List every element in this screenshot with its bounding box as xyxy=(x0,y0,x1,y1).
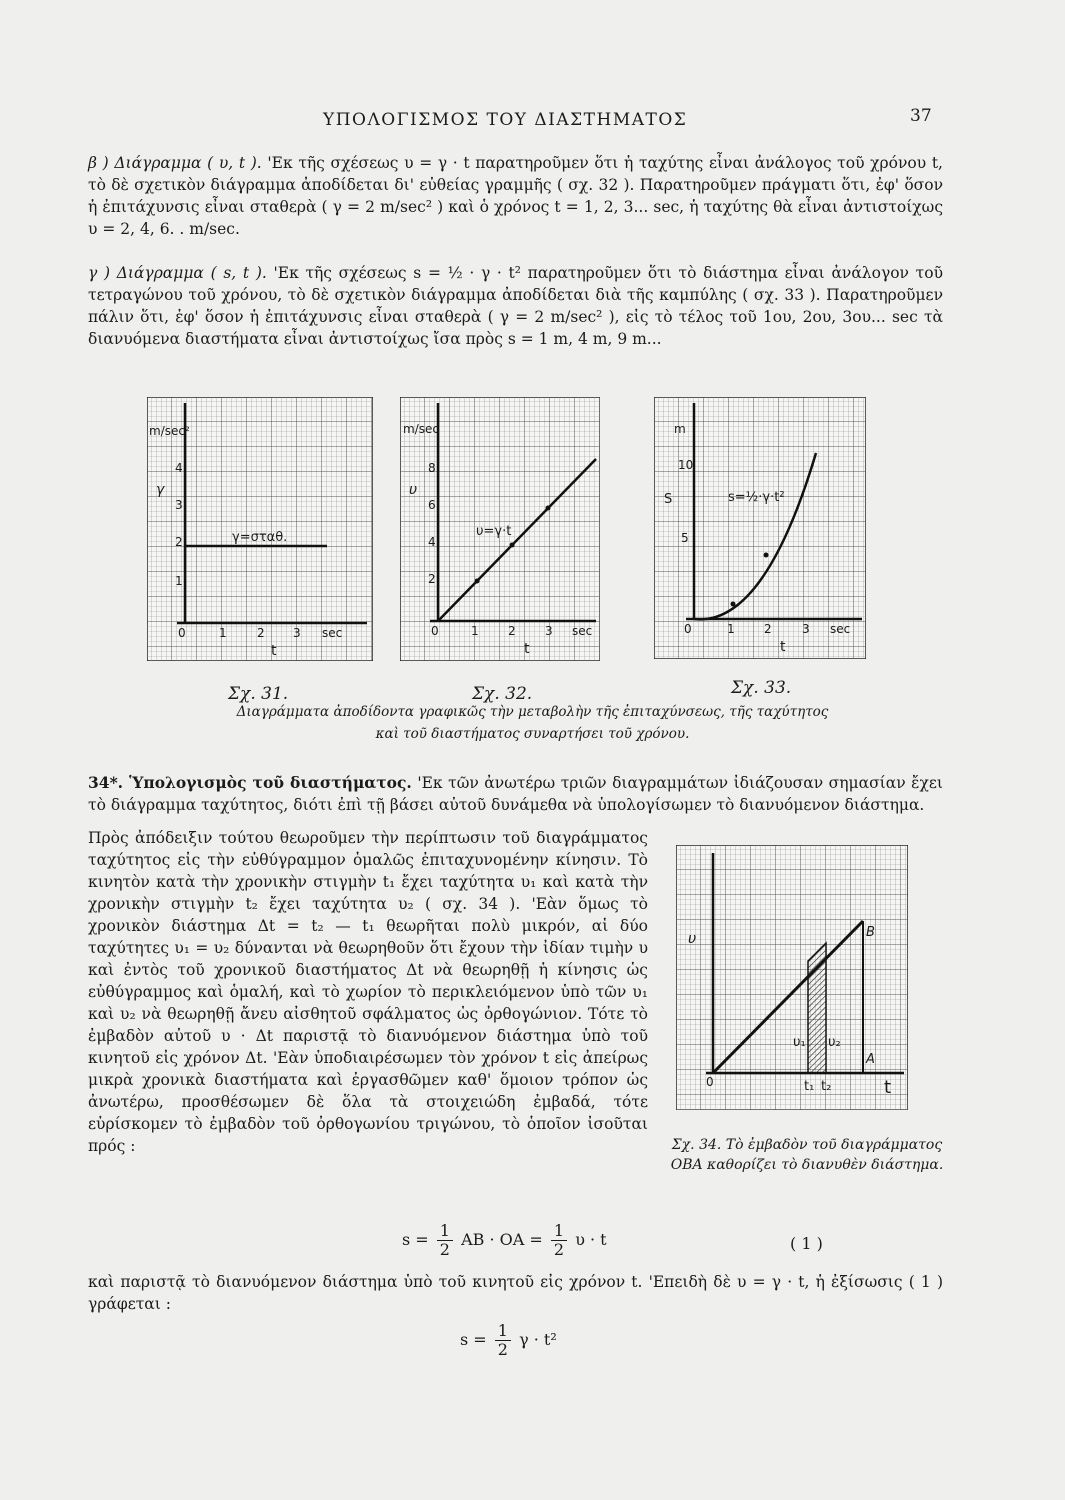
caption-line-1: Διαγράμματα ἀποδίδοντα γραφικῶς τὴν μεταβολὴν τῆς ἐπιταχύνσεως, τῆς ταχύτητος xyxy=(236,704,829,720)
equation-2 xyxy=(460,1322,557,1359)
data-point xyxy=(546,506,551,511)
paragraph-gamma xyxy=(88,262,943,350)
beta-label: β ) Διάγραμμα ( υ, t ). xyxy=(88,154,262,172)
y-symbol: S xyxy=(664,492,673,507)
y-tick-6: 6 xyxy=(428,498,436,512)
y-symbol: γ xyxy=(156,482,165,498)
line-label: υ=γ·t xyxy=(476,524,512,539)
y-tick-8: 8 xyxy=(428,461,436,475)
paragraph-after-equation: καὶ παριστᾷ τὸ διανυόμενον διάστημα ὑπὸ τοῦ κινητοῦ εἰς χρόνον t. 'Επειδὴ δὲ υ = γ · t, ἡ ἐξίσωσις ( 1 ) γράφεται : xyxy=(88,1273,943,1313)
x-tick-3: 3 xyxy=(802,622,810,636)
curve-label: s=½·γ·t² xyxy=(728,490,785,505)
origin-label: 0 xyxy=(706,1075,714,1089)
caption-fig31: Σχ. 31. xyxy=(228,684,289,704)
x-tick-0: 0 xyxy=(431,624,439,638)
y-unit: m/sec² xyxy=(149,424,190,438)
section-first-sentence: 'Εκ τῶν ἀνωτέρω τριῶν διαγραμμάτων ἰδιάζουσαν σημασίαν ἔχει τὸ διάγραμμα ταχύτητος, διότι ἐπὶ τῇ βάσει αὐτοῦ δυνάμεθα νὰ ὑπολογίσωμεν τὸ διανυόμενον διάστημα. xyxy=(88,774,943,814)
y-tick-3: 3 xyxy=(175,498,183,512)
eq1-rhs: υ · t xyxy=(575,1230,607,1249)
eq1-middle: AB · OA = xyxy=(461,1230,543,1249)
caption-line-2: καὶ τοῦ διαστήματος συναρτήσει τοῦ χρόνου. xyxy=(375,726,690,742)
page-number: 37 xyxy=(910,106,932,126)
figure-31 xyxy=(147,397,373,661)
v1-label: υ₁ xyxy=(793,1035,806,1050)
x-unit: sec xyxy=(322,626,343,640)
line-label: γ=σταθ. xyxy=(232,530,288,545)
x-tick-2: 2 xyxy=(257,626,265,640)
caption-fig33: Σχ. 33. xyxy=(731,678,792,698)
y-tick-5: 5 xyxy=(681,531,689,545)
x-tick-3: 3 xyxy=(293,626,301,640)
eq2-fraction: $\frac{1}{2}$ xyxy=(495,1322,511,1359)
eq2-lhs: s = xyxy=(460,1330,487,1349)
y-symbol: υ xyxy=(688,931,697,947)
data-point xyxy=(764,553,769,558)
x-unit: sec xyxy=(830,622,851,636)
y-unit: m xyxy=(674,422,686,436)
y-symbol: υ xyxy=(409,482,418,498)
y-unit: m/sec xyxy=(403,422,439,436)
x-tick-3: 3 xyxy=(545,624,553,638)
x-tick-0: 0 xyxy=(178,626,186,640)
eq1-number: ( 1 ) xyxy=(790,1234,823,1253)
page-header xyxy=(0,106,1065,140)
paragraph-beta xyxy=(88,152,943,240)
figure-captions xyxy=(0,678,1065,744)
y-tick-1: 1 xyxy=(175,574,183,588)
x-tick-1: 1 xyxy=(471,624,479,638)
equation-1 xyxy=(402,1222,842,1259)
gamma-text: 'Εκ τῆς σχέσεως s = ½ · γ · t² παρατηροῦμεν ὅτι τὸ διάστημα εἶναι ἀνάλογον τοῦ τετραγώνου τοῦ χρόνου, τὸ δὲ σχετικὸν διάγραμμα ἀποδίδεται διὰ τῆς καμπύλης ( σχ. 33 ). Παρατηροῦμεν πάλιν ὅτι, ἐφ' ὅσον ἡ ἐπιτάχυνσις εἶναι σταθερὰ ( γ = 2 m/sec² ), εἰς τὸ τέλος τοῦ 1ου, 2ου, 3ου... sec τὰ διανυόμενα διαστήματα εἶναι ἀντιστοίχως ἴσα πρὸς s = 1 m, 4 m, 9 m... xyxy=(88,264,943,348)
x-tick-0: 0 xyxy=(684,622,692,636)
y-tick-4: 4 xyxy=(175,461,183,475)
x-unit: sec xyxy=(572,624,593,638)
y-tick-2: 2 xyxy=(175,535,183,549)
figure-34 xyxy=(676,845,908,1110)
eq2-rhs: γ · t² xyxy=(519,1330,557,1349)
caption-fig34: Σχ. 34. Τὸ ἐμβαδὸν τοῦ διαγράμματος ΟΒΑ καθορίζει τὸ διανυθὲν διάστημα. xyxy=(670,1137,944,1173)
t2-label: t₂ xyxy=(821,1079,832,1094)
x-symbol: t xyxy=(524,641,530,657)
v2-label: υ₂ xyxy=(828,1035,841,1050)
y-tick-2: 2 xyxy=(428,572,436,586)
data-point xyxy=(510,543,515,548)
eq1-fraction-a: $\frac{1}{2}$ xyxy=(437,1222,453,1259)
x-symbol: t xyxy=(780,639,786,655)
section-title: Ὑπολογισμὸς τοῦ διαστήματος. xyxy=(123,773,412,792)
point-B: B xyxy=(866,925,875,940)
section-34-intro xyxy=(88,772,943,816)
data-point xyxy=(731,602,736,607)
x-tick-1: 1 xyxy=(727,622,735,636)
running-title: ΥΠΟΛΟΓΙΣΜΟΣ ΤΟΥ ΔΙΑΣΤΗΜΑΤΟΣ xyxy=(323,110,688,130)
section-number: 34*. xyxy=(88,773,124,792)
beta-text: 'Εκ τῆς σχέσεως υ = γ · t παρατηροῦμεν ὅτι ἡ ταχύτης εἶναι ἀνάλογος τοῦ χρόνου t, τὸ δὲ σχετικὸν διάγραμμα ἀποδίδεται δι' εὐθείας γραμμῆς ( σχ. 32 ). Παρατηροῦμεν πράγματι ὅτι, ἐφ' ὅσον ἡ ἐπιτάχυνσις εἶναι σταθερὰ ( γ = 2 m/sec² ) καὶ ὁ χρόνος t = 1, 2, 3... sec, ἡ ταχύτης θὰ εἶναι ἀντιστοίχως υ = 2, 4, 6. . m/sec. xyxy=(88,154,943,238)
x-symbol: t xyxy=(271,643,277,659)
x-tick-2: 2 xyxy=(508,624,516,638)
x-tick-1: 1 xyxy=(219,626,227,640)
y-tick-4: 4 xyxy=(428,535,436,549)
y-tick-10: 10 xyxy=(678,458,694,472)
figure-33 xyxy=(654,397,866,659)
gamma-label: γ ) Διάγραμμα ( s, t ). xyxy=(88,264,267,282)
x-symbol: t xyxy=(884,1077,892,1098)
figure-32 xyxy=(400,397,600,661)
t1-label: t₁ xyxy=(804,1079,815,1094)
eq1-fraction-b: $\frac{1}{2}$ xyxy=(551,1222,567,1259)
x-tick-2: 2 xyxy=(764,622,772,636)
eq1-lhs: s = xyxy=(402,1230,429,1249)
section-34-body: Πρὸς ἀπόδειξιν τούτου θεωροῦμεν τὴν περίπτωσιν τοῦ διαγράμματος ταχύτητος εἰς τὴν εὐθύγραμμον ὁμαλῶς ἐπιταχυνομένην κίνησιν. Τὸ κινητὸν κατὰ τὴν χρονικὴν στιγμὴν t₁ ἔχει ταχύτητα υ₁ καὶ κατὰ τὴν χρονικὴν στιγμὴν t₂ ἔχει ταχύτητα υ₂ ( σχ. 34 ). 'Εὰν ὅμως τὸ χρονικὸν διάστημα Δt = t₂ — t₁ θεωρῆται πολὺ μικρόν, αἱ δύο ταχύτητες υ₁ = υ₂ δύνανται νὰ θεωρηθοῦν ὅτι ἔχουν τὴν ἰδίαν τιμὴν υ καὶ ἐντὸς τοῦ χρονικοῦ διαστήματος Δt νὰ θεωρηθῇ ἡ κίνησις ὡς εὐθύγραμμος καὶ ὁμαλή, καὶ τὸ χωρίον τὸ περικλειόμενον ὑπὸ τῶν υ₁ καὶ υ₂ νὰ θεωρηθῇ ἄνευ αἰσθητοῦ σφάλματος ὡς ὀρθογώνιον. Τότε τὸ ἐμβαδὸν αὐτοῦ υ · Δt παριστᾷ τὸ διανυόμενον διάστημα ὑπὸ τοῦ κινητοῦ εἰς χρόνον Δt. 'Εὰν ὑποδιαιρέσωμεν τὸν χρόνον t εἰς ἀπείρως μικρὰ χρονικὰ διαστήματα καὶ ἐργασθῶμεν καθ' ὅμοιον τρόπον ὡς ἀνωτέρω, προσθέσωμεν δὲ ὅλα τὰ στοιχειώδη ἐμβαδά, τότε εὑρίσκομεν τὸ ἐμβαδὸν τοῦ ὀρθογωνίου τριγώνου, τὸ ὁποῖον ἰσοῦται πρός : xyxy=(88,829,648,1155)
data-point xyxy=(475,579,480,584)
point-A: A xyxy=(866,1052,875,1067)
caption-fig32: Σχ. 32. xyxy=(472,684,533,704)
